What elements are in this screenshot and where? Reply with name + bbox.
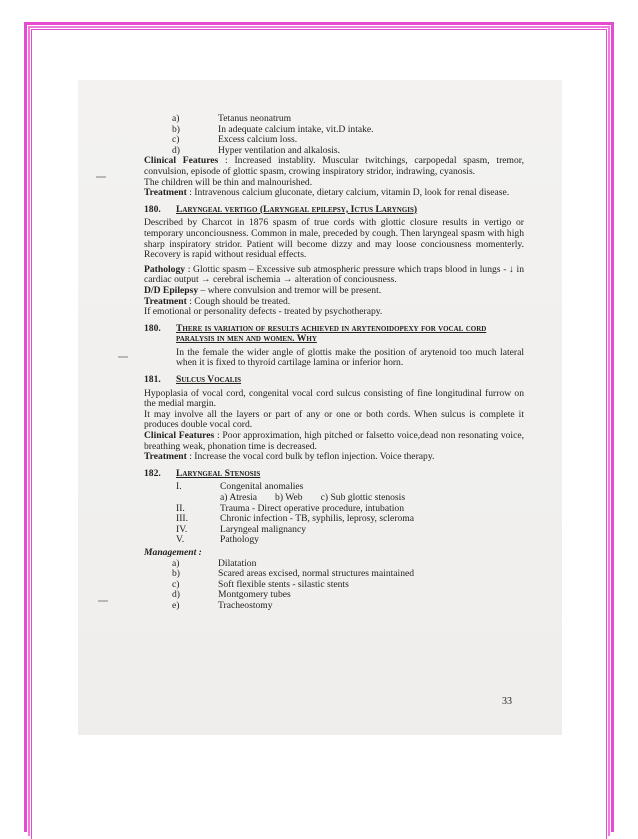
list-item: b) In adequate calcium intake, vit.D intake.	[172, 123, 374, 135]
list-item: c) Soft flexible stents - silastic stents	[172, 578, 349, 590]
list-item: I. Congenital anomalies	[176, 481, 304, 493]
treatment-paragraph: Treatment : Intravenous calcium gluconate, dietary calcium, vitamin D, look for renal disease.	[144, 187, 510, 199]
psychotherapy-note: If emotional or personality defects - treated by psychotherapy.	[144, 306, 383, 318]
management-heading: Management :	[144, 546, 202, 558]
list-item: a) Tetanus neonatrum	[172, 113, 292, 124]
congenital-subtypes: a) Atresia b) Web c) Sub glottic stenosis	[220, 492, 406, 503]
list-item: e) Tracheostomy	[172, 599, 273, 611]
section-description: In the female the wider angle of glottis make the position of arytenoid too much lateral when it is fixed to thyroid cartilage lamina or inferior horn.	[176, 346, 524, 369]
section-description: Hypoplasia of vocal cord, congenital vocal cord sulcus consisting of fine longitudinal furrow on the medial margin.	[144, 387, 524, 410]
scan-speck	[118, 356, 128, 358]
section-description: It may involve all the layers or part of any or one or both cords. When sulcus is complete it produces double vocal cord.	[144, 408, 524, 431]
scan-speck	[96, 176, 106, 178]
section-description: Described by Charcot in 1876 spasm of true cords with glottic closure results in vertigo or temporary unconciousness. Common in male, preceded by cough. Then laryngeal spasm with high sharp inspiratory stridor. Patient will become dizzy and may loose conciousness momenterly. Recovery is rapid without residual effects.	[144, 217, 524, 261]
children-note: The children will be thin and malnourished.	[144, 176, 313, 188]
differential-diagnosis: D/D Epilepsy – where convulsion and tremor will be present.	[144, 284, 382, 296]
management-list	[144, 559, 524, 612]
section-heading: 181. Sulcus Vocalis	[144, 374, 242, 386]
pathology-paragraph: Pathology : Glottic spasm – Excessive sub atmospheric pressure which traps blood in lungs - ↓ in cardiac output → cerebral ischemia → alteration of conciousness.	[144, 263, 524, 286]
list-item: III. Chronic infection - TB, syphilis, leprosy, scleroma	[176, 513, 414, 525]
list-item: II. Trauma - Direct operative procedure, intubation	[176, 502, 404, 514]
list-item: d) Hyper ventilation and alkalosis.	[172, 144, 341, 156]
list-item: V. Pathology	[176, 534, 259, 546]
section-heading: 180. There is variation of results achieved in arytenoidopexy for vocal cord paralysis in men and women. Why	[144, 322, 487, 345]
stenosis-causes-list	[144, 482, 524, 546]
treatment-paragraph: Treatment : Increase the vocal cord bulk by teflon injection. Voice therapy.	[144, 451, 435, 463]
clinical-features-paragraph: Clinical Features : Increased instablity. Muscular twitchings, carpopedal spasm, tremor, convulsion, episode of glottic spasm, crowing inspiratory stridor, indrawing, cyanosis.	[144, 155, 524, 177]
list-item: IV. Laryngeal malignancy	[176, 523, 307, 535]
section-heading: 182. Laryngeal Stenosis	[144, 467, 261, 479]
list-item: d) Montgomery tubes	[172, 589, 291, 601]
treatment-paragraph: Treatment : Cough should be treated.	[144, 295, 291, 307]
document-body	[144, 114, 524, 612]
section-heading: 180. Laryngeal vertigo (Laryngeal epilepsy, Ictus Laryngis)	[144, 203, 418, 215]
causes-list	[144, 114, 524, 156]
list-item: a) Dilatation	[172, 557, 257, 569]
list-item: c) Excess calcium loss.	[172, 134, 298, 146]
clinical-features-paragraph: Clinical Features : Poor approximation, high pitched or falsetto voice,dead non resonating voice, breathing weak, phonation time is decreased.	[144, 430, 525, 452]
scan-speck	[98, 600, 108, 602]
list-item: b) Scared areas excised, normal structures maintained	[172, 568, 415, 580]
page-number: 33	[502, 696, 512, 707]
